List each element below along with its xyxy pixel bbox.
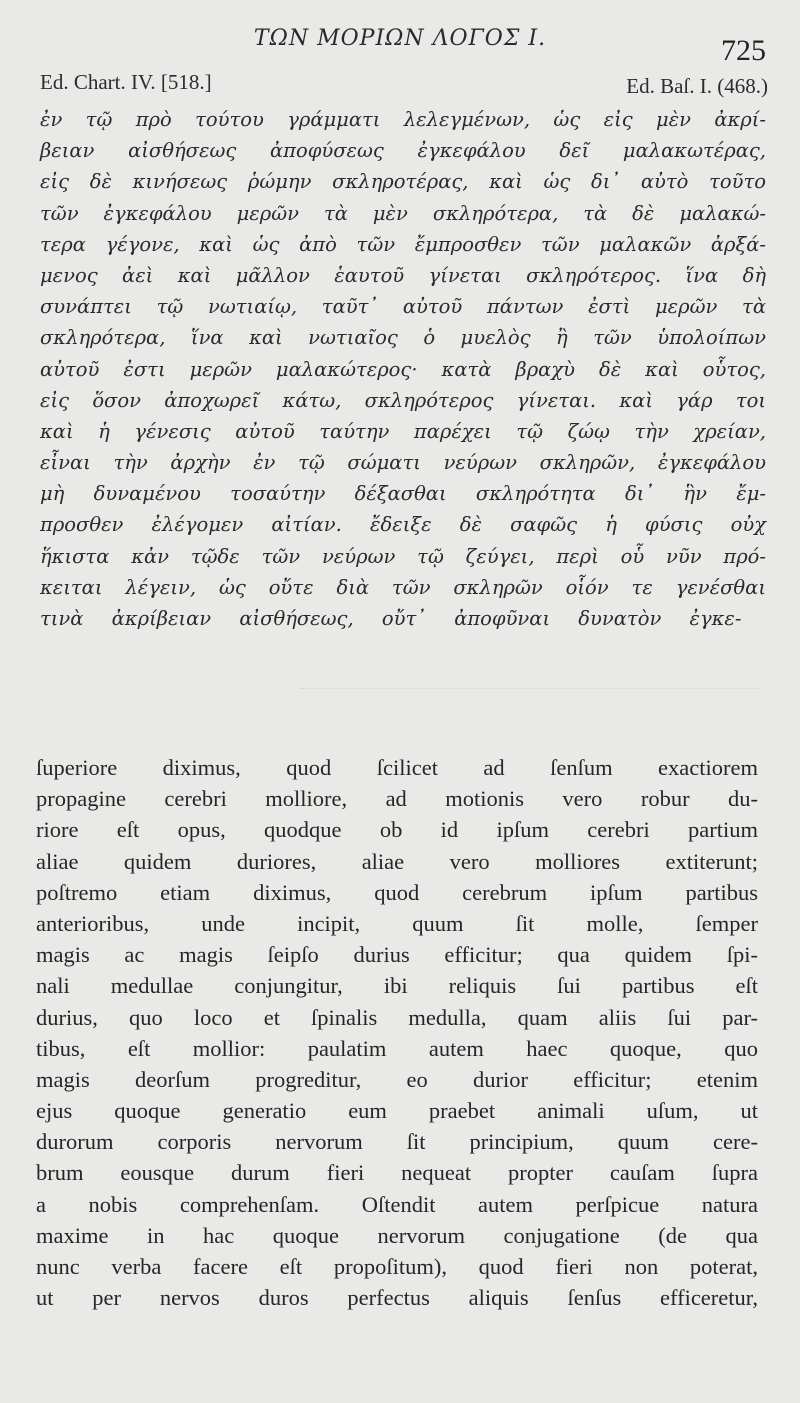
- latin-text-line: nunc verba facere eſt propoſitum), quod fieri non poterat,: [36, 1254, 758, 1279]
- greek-text-line: εἰς ὅσον ἀποχωρεῖ κάτω, σκληρότερος γίνεται. καὶ γάρ τοι: [40, 388, 766, 412]
- latin-text-line: a nobis comprehenſam. Oſtendit autem perſpicue natura: [36, 1191, 758, 1217]
- greek-text-line: συνάπτει τῷ νωτιαίῳ, ταῦτ᾽ αὐτοῦ πάντων ἐστὶ μερῶν τὰ: [40, 295, 766, 319]
- greek-text-line: μενος ἀεὶ καὶ μᾶλλον ἑαυτοῦ γίνεται σκληρότερος. ἵνα δὴ: [40, 263, 766, 287]
- latin-text-line: maxime in hac quoque nervorum conjugatione (de qua: [36, 1222, 758, 1248]
- running-title: ΤΩΝ ΜΟΡΙΩΝ ΛΟΓΟΣ Ι.: [253, 26, 547, 51]
- greek-text-line: εἶναι τὴν ἀρχὴν ἐν τῷ σώματι νεύρων σκληρῶν, ἐγκεφάλου: [40, 451, 766, 475]
- greek-text-line: ἥκιστα κἀν τῷδε τῶν νεύρων τῷ ζεύγει, περὶ οὗ νῦν πρό-: [40, 544, 766, 568]
- greek-text-line: τερα γέγονε, καὶ ὡς ἀπὸ τῶν ἔμπροσθεν τῶν μαλακῶν ἀρξά-: [40, 232, 766, 256]
- faint-bleedthrough-line: [300, 688, 760, 703]
- latin-text-line: poſtremo etiam diximus, quod cerebrum ipſum partibus: [36, 879, 758, 905]
- latin-text-line: ut per nervos duros perfectus aliquis ſenſus efficeretur,: [36, 1285, 758, 1311]
- latin-text-line: durius, quo loco et ſpinalis medulla, quam aliis ſui par-: [36, 1004, 758, 1030]
- latin-text-line: aliae quidem duriores, aliae vero molliores extiterunt;: [36, 848, 758, 874]
- latin-text-line: brum eousque durum fieri nequeat propter cauſam ſupra: [36, 1160, 758, 1186]
- greek-text-line: σκληρότερα, ἵνα καὶ νωτιαῖος ὁ μυελὸς ἢ τῶν ὑπολοίπων: [40, 326, 766, 350]
- greek-text-line: κειται λέγειν, ὡς οὔτε διὰ τῶν σκληρῶν οἷόν τε γενέσθαι: [40, 575, 766, 599]
- greek-text-line: προσθεν ἐλέγομεν αἰτίαν. ἔδειξε δὲ σαφῶς ἡ φύσις οὐχ: [40, 513, 766, 537]
- page-number: 725: [721, 34, 766, 67]
- greek-text-block: [40, 104, 766, 634]
- greek-text-line: αὐτοῦ ἐστι μερῶν μαλακώτερος· κατὰ βραχὺ δὲ καὶ οὗτος,: [40, 357, 766, 381]
- greek-text-line: καὶ ἡ γένεσις αὐτοῦ ταύτην παρέχει τῷ ζώῳ τὴν χρείαν,: [40, 419, 766, 443]
- latin-text-line: riore eſt opus, quodque ob id ipſum cerebri partium: [36, 817, 758, 843]
- latin-text-line: magis ac magis ſeipſo durius efficitur; qua quidem ſpi-: [36, 942, 758, 968]
- latin-text-line: ſuperiore diximus, quod ſcilicet ad ſenſum exactiorem: [36, 755, 758, 780]
- latin-text-line: durorum corporis nervorum ſit principium, quum cere-: [36, 1129, 758, 1155]
- latin-text-line: ejus quoque generatio eum praebet animali uſum, ut: [36, 1098, 758, 1124]
- edition-chart-reference: Ed. Chart. IV. [518.]: [40, 70, 212, 94]
- latin-text-line: nali medullae conjungitur, ibi reliquis ſui partibus eſt: [36, 973, 758, 999]
- latin-text-line: anterioribus, unde incipit, quum ſit molle, ſemper: [36, 910, 758, 936]
- greek-text-line: ἐν τῷ πρὸ τούτου γράμματι λελεγμένων, ὡς εἰς μὲν ἀκρί-: [40, 108, 766, 131]
- greek-text-line: μὴ δυναμένου τοσαύτην δέξασθαι σκληρότητα δι᾽ ἣν ἔμ-: [40, 482, 766, 506]
- greek-text-line: τῶν ἐγκεφάλου μερῶν τὰ μὲν σκληρότερα, τὰ δὲ μαλακώ-: [40, 201, 766, 225]
- greek-text-line: εἰς δὲ κινήσεως ῥώμην σκληροτέρας, καὶ ὡς δι᾽ αὐτὸ τοῦτο: [40, 170, 766, 194]
- edition-basel-reference: Ed. Baſ. I. (468.): [626, 74, 768, 98]
- latin-text-line: tibus, eſt mollior: paulatim autem haec quoque, quo: [36, 1035, 758, 1061]
- latin-text-block: [36, 752, 758, 1313]
- greek-text-line: βειαν αἰσθήσεως ἀποφύσεως ἐγκεφάλου δεῖ μαλακωτέρας,: [40, 139, 766, 163]
- greek-text-line: τινὰ ἀκρίβειαν αἰσθήσεως, οὔτ᾽ ἀποφῦναι δυνατὸν ἐγκε-: [40, 607, 742, 630]
- latin-text-line: magis deorſum progreditur, eo durior efficitur; etenim: [36, 1066, 758, 1092]
- latin-text-line: propagine cerebri molliore, ad motionis vero robur du-: [36, 786, 758, 812]
